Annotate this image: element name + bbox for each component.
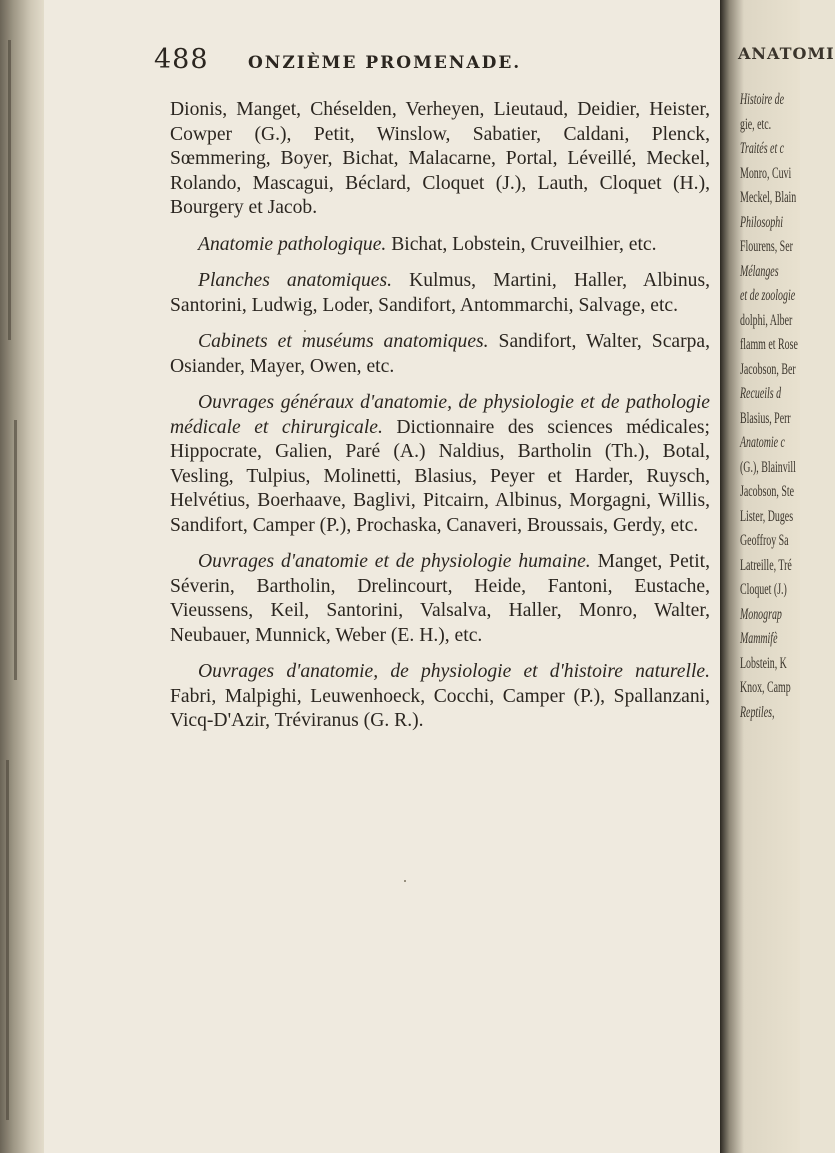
- paragraph-text: Bichat, Lobstein, Cruveilhier, etc.: [386, 233, 657, 255]
- facing-page-line: Jacobson, Ber: [740, 360, 796, 378]
- paragraph-text: Fabri, Malpighi, Leuwenhoeck, Cocchi, Camper (P.), Spallanzani, Vicq-D'Azir, Tréviranus (G. R.).: [170, 685, 710, 731]
- facing-page-line: et de zoologie: [740, 287, 796, 304]
- facing-page-line: gie, etc.: [740, 115, 772, 133]
- paragraph-lead: Planches anatomiques.: [198, 270, 392, 291]
- facing-page-line: Flourens, Ser: [740, 238, 793, 255]
- facing-page-line: (G.), Blainvill: [740, 458, 796, 476]
- paragraph-text: Dictionnaire des sciences médicales; Hippocrate, Galien, Paré (A.) Naldius, Bartholin (Th.), Botal, Vesling, Tulpius, Molinetti, Blasius, Peyer et Harder, Ruysch, Helvétius, Boerhaave, Baglivi, Pitcairn, Albinus, Morgagni, Willis, Sandifort, Camper (P.), Prochaska, Canaveri, Broussais, Gerdy, etc.: [170, 416, 710, 536]
- body-text: [170, 98, 710, 746]
- facing-page-fragment: [720, 0, 835, 1153]
- facing-page-line: Lobstein, K: [740, 654, 787, 672]
- paragraph-text: Sandifort, Walter, Scarpa, Osiander, Mayer, Owen, etc.: [170, 331, 711, 377]
- facing-page-line: Anatomie c: [740, 434, 785, 451]
- facing-page-line: flamm et Rose: [740, 336, 798, 353]
- facing-page-line: Traités et c: [740, 140, 785, 157]
- facing-page-line: Recueils d: [740, 385, 782, 402]
- facing-page-line: Meckel, Blain: [740, 189, 797, 206]
- facing-page-line: Lister, Duges: [740, 507, 794, 525]
- paragraph-lead: Cabinets et muséums anatomiques.: [198, 331, 489, 352]
- facing-page-line: Histoire de: [740, 91, 784, 108]
- facing-page-line: Geoffroy Sa: [740, 532, 789, 549]
- facing-page-line: Cloquet (J.): [740, 581, 787, 598]
- paragraph-lead: Anatomie pathologique.: [198, 233, 387, 255]
- paragraph: [170, 660, 710, 734]
- paragraph-text: Dionis, Manget, Chéselden, Verheyen, Lieutaud, Deidier, Heister, Cowper (G.), Petit, Winslow, Sabatier, Caldani, Plenck, Sœmmering, Boyer, Bichat, Malacarne, Portal, Léveillé, Meckel, Rolando, Mascagui, Béclard, Cloquet (J.), Lauth, Cloquet (H.), Bourgery et Jacob.: [170, 99, 710, 218]
- facing-page-header: ANATOMI: [738, 44, 835, 63]
- facing-page-line: Philosophi: [740, 213, 783, 231]
- facing-page-line: Monro, Cuvi: [740, 164, 792, 182]
- page-number: 488: [154, 44, 209, 75]
- paragraph-lead: Ouvrages généraux d'anatomie, de physiologie et de pathologie médicale et chirurgicale.: [170, 392, 710, 438]
- facing-page-line: Mélanges: [740, 262, 779, 280]
- paragraph: [170, 391, 710, 538]
- facing-page-line: Reptiles,: [740, 703, 775, 721]
- facing-page-line: Mammifè: [740, 630, 778, 647]
- paragraph: [170, 269, 710, 318]
- page-header: [150, 44, 610, 84]
- facing-page-line: Jacobson, Ste: [740, 483, 795, 500]
- paragraph-lead: Ouvrages d'anatomie et de physiologie humaine.: [198, 551, 591, 572]
- paragraph: [170, 330, 710, 379]
- running-title: ONZIÈME PROMENADE.: [248, 53, 522, 73]
- paragraph-text: Manget, Petit, Séverin, Bartholin, Drelincourt, Heide, Fantoni, Eustache, Vieussens, Keil, Santorini, Valsalva, Haller, Monro, Walter, Neubauer, Munnick, Weber (E. H.), etc.: [170, 551, 711, 646]
- paragraph: [170, 98, 710, 221]
- facing-page-line: Latreille, Tré: [740, 556, 792, 574]
- left-binding-edge: [0, 0, 44, 1153]
- facing-page-line: Knox, Camp: [740, 679, 791, 696]
- paragraph: [170, 233, 710, 258]
- paragraph-lead: Ouvrages d'anatomie, de physiologie et d'histoire naturelle.: [198, 661, 710, 682]
- facing-page-lines: [740, 88, 796, 725]
- paragraph: [170, 550, 710, 648]
- facing-page-line: dolphi, Alber: [740, 311, 793, 329]
- paragraph-text: Kulmus, Martini, Haller, Albinus, Santorini, Ludwig, Loder, Sandifort, Antommarchi, Salvage, etc.: [170, 270, 711, 316]
- facing-page-line: Monograp: [740, 605, 782, 623]
- facing-page-line: Blasius, Perr: [740, 409, 791, 427]
